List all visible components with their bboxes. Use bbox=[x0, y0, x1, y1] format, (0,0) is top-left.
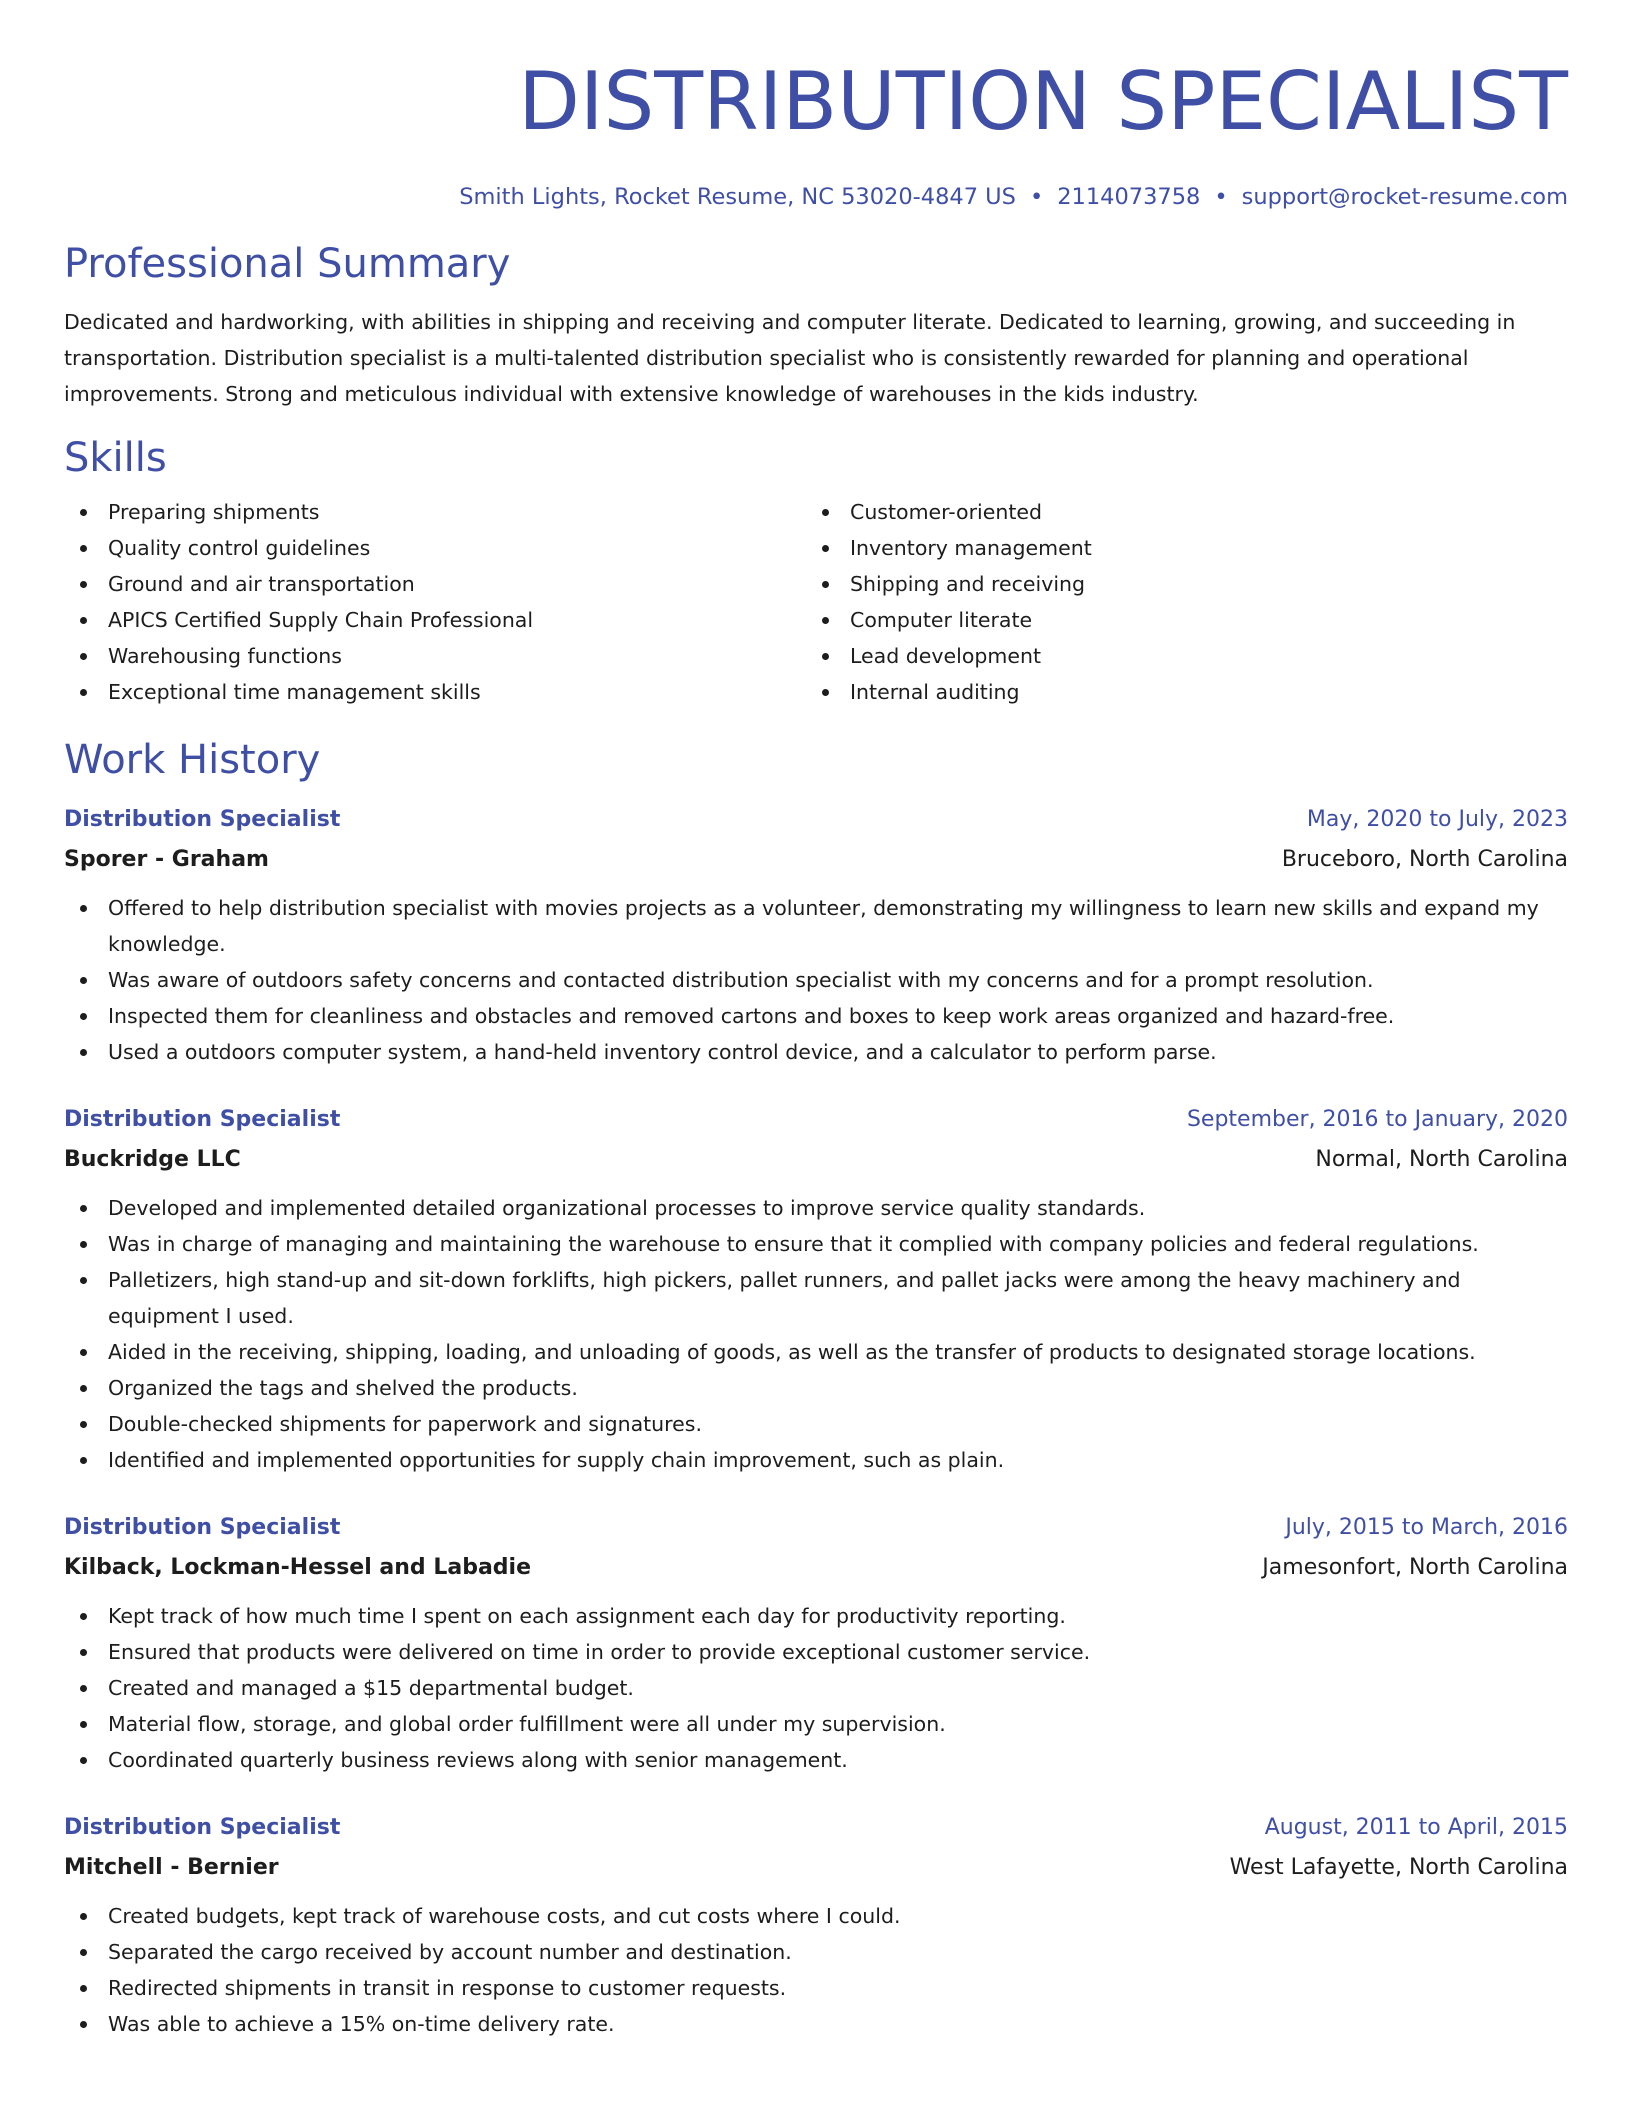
job-bullet: Used a outdoors computer system, a hand-held inventory control device, and a calculator to perform parse. bbox=[64, 1034, 1568, 1070]
job-bullets bbox=[64, 1598, 1568, 1778]
resume-page bbox=[64, 0, 1568, 2042]
skill-item: Computer literate bbox=[806, 602, 1548, 638]
job-company: Sporer - Graham bbox=[64, 847, 269, 872]
resume-header bbox=[64, 56, 1568, 212]
job-company-row bbox=[64, 840, 1568, 880]
skill-item: Internal auditing bbox=[806, 674, 1548, 710]
contact-separator: • bbox=[1214, 184, 1228, 210]
skill-item: Quality control guidelines bbox=[64, 530, 806, 566]
job-bullet: Inspected them for cleanliness and obstacles and removed cartons and boxes to keep work areas organized and hazard-free. bbox=[64, 998, 1568, 1034]
work-history-heading: Work History bbox=[64, 737, 321, 783]
job-bullet: Aided in the receiving, shipping, loading, and unloading of goods, as well as the transfer of products to designated storage locations. bbox=[64, 1334, 1568, 1370]
job-title: Distribution Specialist bbox=[64, 1815, 341, 1840]
skill-item: Preparing shipments bbox=[64, 494, 806, 530]
job-company: Mitchell - Bernier bbox=[64, 1855, 279, 1880]
contact-phone: 2114073758 bbox=[1057, 184, 1201, 210]
job-title-row bbox=[64, 800, 1568, 840]
skill-item: Customer-oriented bbox=[806, 494, 1548, 530]
skill-item: Exceptional time management skills bbox=[64, 674, 806, 710]
job-title: Distribution Specialist bbox=[64, 1515, 341, 1540]
job-bullet: Organized the tags and shelved the products. bbox=[64, 1370, 1568, 1406]
job-entry bbox=[64, 1508, 1568, 1778]
job-bullet: Developed and implemented detailed organizational processes to improve service quality standards. bbox=[64, 1190, 1568, 1226]
job-bullet: Redirected shipments in transit in response to customer requests. bbox=[64, 1970, 1568, 2006]
job-location: West Lafayette, North Carolina bbox=[1229, 1855, 1568, 1880]
job-bullets bbox=[64, 1898, 1568, 2042]
job-entry bbox=[64, 1808, 1568, 2042]
job-company: Buckridge LLC bbox=[64, 1147, 241, 1172]
job-company: Kilback, Lockman-Hessel and Labadie bbox=[64, 1555, 532, 1580]
job-bullet: Material flow, storage, and global order fulfillment were all under my supervision. bbox=[64, 1706, 1568, 1742]
contact-address: Smith Lights, Rocket Resume, NC 53020-4847 US bbox=[459, 184, 1016, 210]
skill-item: Lead development bbox=[806, 638, 1548, 674]
job-bullets bbox=[64, 1190, 1568, 1478]
job-bullet: Created and managed a $15 departmental budget. bbox=[64, 1670, 1568, 1706]
job-bullet: Kept track of how much time I spent on each assignment each day for productivity reporting. bbox=[64, 1598, 1568, 1634]
job-location: Jamesonfort, North Carolina bbox=[1262, 1555, 1568, 1580]
job-bullet: Separated the cargo received by account number and destination. bbox=[64, 1934, 1568, 1970]
contact-line bbox=[64, 182, 1568, 212]
skill-item: Warehousing functions bbox=[64, 638, 806, 674]
job-bullet: Created budgets, kept track of warehouse costs, and cut costs where I could. bbox=[64, 1898, 1568, 1934]
job-bullet: Palletizers, high stand-up and sit-down forklifts, high pickers, pallet runners, and pallet jacks were among the heavy machinery and equipment I used. bbox=[64, 1262, 1568, 1334]
job-dates: September, 2016 to January, 2020 bbox=[1186, 1107, 1568, 1132]
contact-separator: • bbox=[1029, 184, 1044, 210]
job-dates: July, 2015 to March, 2016 bbox=[1285, 1515, 1568, 1540]
job-dates: May, 2020 to July, 2023 bbox=[1306, 807, 1568, 832]
job-company-row bbox=[64, 1848, 1568, 1888]
job-title: Distribution Specialist bbox=[64, 807, 341, 832]
job-entry bbox=[64, 1100, 1568, 1478]
job-title: Distribution Specialist bbox=[64, 1107, 341, 1132]
job-bullet: Identified and implemented opportunities for supply chain improvement, such as plain. bbox=[64, 1442, 1568, 1478]
job-location: Normal, North Carolina bbox=[1315, 1147, 1568, 1172]
resume-title: DISTRIBUTION SPECIALIST bbox=[518, 55, 1568, 148]
summary-heading: Professional Summary bbox=[64, 241, 511, 287]
job-bullet: Was in charge of managing and maintaining the warehouse to ensure that it complied with company policies and federal regulations. bbox=[64, 1226, 1568, 1262]
job-bullets bbox=[64, 890, 1568, 1070]
job-location: Bruceboro, North Carolina bbox=[1281, 847, 1568, 872]
job-bullet: Was able to achieve a 15% on-time delivery rate. bbox=[64, 2006, 1568, 2042]
job-title-row bbox=[64, 1808, 1568, 1848]
job-bullet: Double-checked shipments for paperwork and signatures. bbox=[64, 1406, 1568, 1442]
contact-email: support@rocket-resume.com bbox=[1241, 184, 1568, 210]
job-entry bbox=[64, 800, 1568, 1070]
job-title-row bbox=[64, 1100, 1568, 1140]
skill-item: APICS Certified Supply Chain Professional bbox=[64, 602, 806, 638]
job-bullet: Was aware of outdoors safety concerns and contacted distribution specialist with my concerns and for a prompt resolution. bbox=[64, 962, 1568, 998]
job-bullet: Offered to help distribution specialist with movies projects as a volunteer, demonstrating my willingness to learn new skills and expand my knowledge. bbox=[64, 890, 1568, 962]
job-bullet: Coordinated quarterly business reviews along with senior management. bbox=[64, 1742, 1568, 1778]
skill-item: Shipping and receiving bbox=[806, 566, 1548, 602]
skills-list bbox=[64, 494, 1568, 710]
summary-text: Dedicated and hardworking, with abilities in shipping and receiving and computer literate. Dedicated to learning, growing, and succeeding in transportation. Distribution specialist is a multi-talented distribution specialist who is consistently rewarded for planning and operational improvements. Strong and meticulous individual with extensive knowledge of warehouses in the kids industry. bbox=[64, 310, 1516, 406]
job-dates: August, 2011 to April, 2015 bbox=[1264, 1815, 1568, 1840]
skills-column-left bbox=[64, 494, 806, 710]
job-title-row bbox=[64, 1508, 1568, 1548]
job-company-row bbox=[64, 1140, 1568, 1180]
job-bullet: Ensured that products were delivered on time in order to provide exceptional customer service. bbox=[64, 1634, 1568, 1670]
skill-item: Inventory management bbox=[806, 530, 1548, 566]
job-company-row bbox=[64, 1548, 1568, 1588]
skills-heading: Skills bbox=[64, 435, 167, 481]
skill-item: Ground and air transportation bbox=[64, 566, 806, 602]
skills-column-right bbox=[806, 494, 1548, 710]
